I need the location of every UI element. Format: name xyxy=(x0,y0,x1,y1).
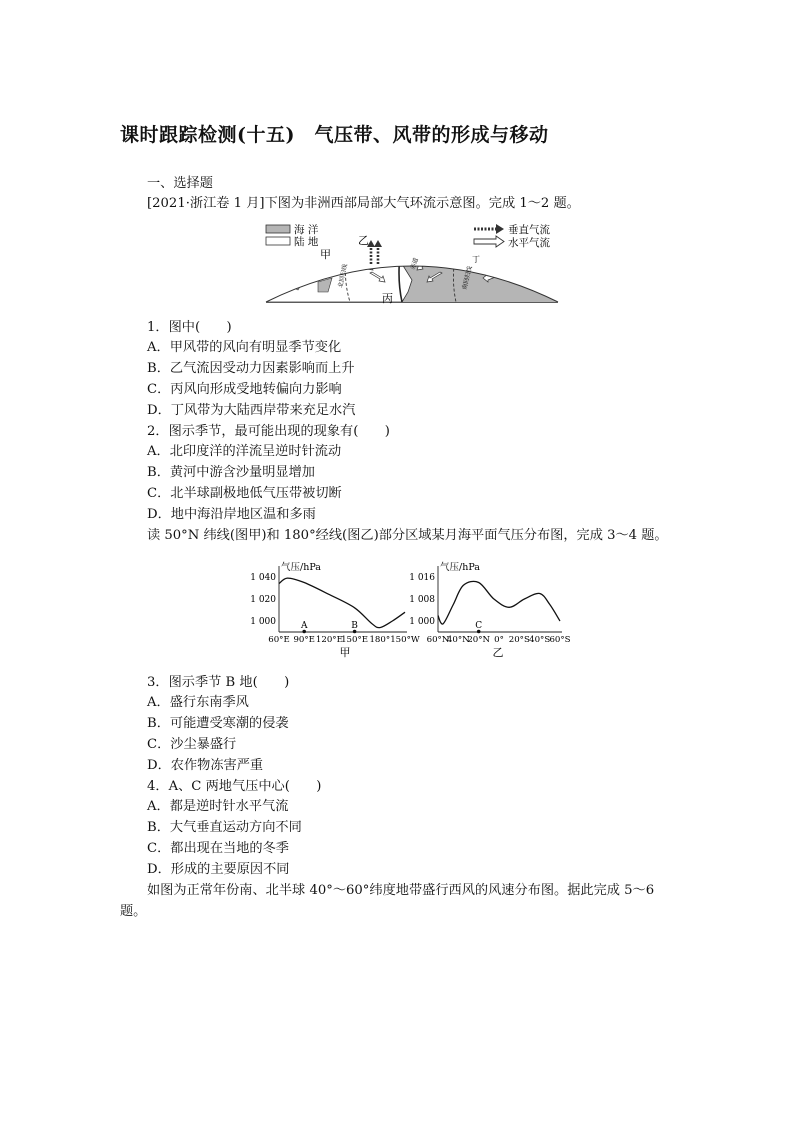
q3-option-b: B．可能遭受寒潮的侵袭 xyxy=(147,716,289,731)
chart-yi-point-c-label: C xyxy=(475,621,483,631)
chart-yi-xtick: 20°S xyxy=(508,635,530,645)
q1-option-d: D．丁风带为大陆西岸带来充足水汽 xyxy=(147,403,356,418)
chart-yi-points xyxy=(475,621,482,633)
pressure-chart-yi xyxy=(409,560,577,660)
q3-option-c: C．沙尘暴盛行 xyxy=(147,737,237,752)
chart-jia-xtick: 120°E xyxy=(315,635,343,645)
intro-q1-2: [2021·浙江卷 1 月]下图为非洲西部局部大气环流示意图。完成 1～2 题。 xyxy=(147,196,580,211)
q2-option-b: B．黄河中游含沙量明显增加 xyxy=(147,465,315,480)
chart-yi-ytick: 1 016 xyxy=(409,573,435,583)
chart-yi-y-ticks xyxy=(409,573,435,627)
chart-jia-pressure-line xyxy=(279,578,405,628)
label-equator: 赤道 xyxy=(409,256,420,271)
q1-option-c: C．丙风向形成受地转偏向力影响 xyxy=(147,382,342,397)
chart-yi-xtick: 0° xyxy=(494,635,504,645)
chart-yi-pressure-line xyxy=(438,581,560,624)
q1-option-b: B．乙气流因受动力因素影响而上升 xyxy=(147,361,355,376)
intro-q3-4: 读 50°N 纬线(图甲)和 180°经线(图乙)部分区域某月海平面气压分布图，完成 3～4 题。 xyxy=(147,528,668,543)
q4-option-a: A．都是逆时针水平气流 xyxy=(147,799,289,814)
legend-ocean-label: 海 洋 xyxy=(294,224,319,236)
q3-option-a: A．盛行东南季风 xyxy=(147,695,249,710)
intro-q5-6-line2: 题。 xyxy=(120,904,147,919)
legend-vertical-label: 垂直气流 xyxy=(508,224,550,236)
chart-yi-ylabel: 气压/hPa xyxy=(440,562,480,573)
chart-jia-xtick: 150°W xyxy=(390,635,420,645)
label-tropic-cancer: 北回归线 xyxy=(337,263,349,289)
chart-jia-x-ticks xyxy=(268,635,420,645)
chart-jia-caption: 甲 xyxy=(339,646,351,659)
chart-jia-y-ticks xyxy=(250,573,276,627)
chart-yi-xtick: 40°S xyxy=(529,635,551,645)
q3-stem: 3．图示季节 B 地( ) xyxy=(147,675,290,690)
q2-option-c: C．北半球副极地低气压带被切断 xyxy=(147,486,342,501)
vertical-flow-arrow-icon xyxy=(474,224,504,234)
chart-yi-ytick: 1 008 xyxy=(409,595,435,605)
q4-option-d: D．形成的主要原因不同 xyxy=(147,862,290,877)
chart-jia-ytick: 1 040 xyxy=(250,573,276,583)
q3-option-d: D．农作物冻害严重 xyxy=(147,758,264,773)
label-bing: 丙 xyxy=(382,292,393,305)
label-jia: 甲 xyxy=(320,248,331,261)
legend-land-swatch xyxy=(266,237,290,245)
q4-option-b: B．大气垂直运动方向不同 xyxy=(147,820,302,835)
legend-ocean-swatch xyxy=(266,225,290,233)
label-yi: 乙 xyxy=(358,234,369,247)
q1-option-a: A．甲风带的风向有明显季节变化 xyxy=(147,340,342,355)
chart-jia-points xyxy=(300,621,358,633)
circulation-diagram xyxy=(262,220,562,306)
chart-jia-xtick: 180° xyxy=(369,635,391,645)
horizontal-flow-arrow-icon xyxy=(474,236,504,247)
q1-stem: 1．图中( ) xyxy=(147,320,232,335)
chart-jia-xtick: 90°E xyxy=(293,635,315,645)
chart-jia-point-b-label: B xyxy=(351,621,358,631)
chart-yi-xtick: 40°N xyxy=(446,635,470,645)
chart-yi-xtick: 20°N xyxy=(467,635,491,645)
q2-option-d: D．地中海沿岸地区温和多雨 xyxy=(147,507,316,522)
label-ding: 丁 xyxy=(472,255,480,264)
chart-jia-xtick: 60°E xyxy=(268,635,290,645)
chart-jia-ytick: 1 000 xyxy=(250,617,276,627)
chart-jia-point-a-label: A xyxy=(300,621,308,631)
legend-land-label: 陆 地 xyxy=(294,236,319,248)
chart-yi-ytick: 1 000 xyxy=(409,617,435,627)
rising-air-arrows xyxy=(367,240,382,264)
pressure-chart-jia xyxy=(245,560,420,660)
legend xyxy=(266,223,550,249)
chart-yi-xtick: 60°N xyxy=(426,635,450,645)
q2-option-a: A．北印度洋的洋流呈逆时针流动 xyxy=(147,444,342,459)
chart-jia-xtick: 150°E xyxy=(341,635,369,645)
chart-jia-ytick: 1 020 xyxy=(250,595,276,605)
q4-stem: 4．A、C 两地气压中心( ) xyxy=(147,779,322,794)
chart-yi-caption: 乙 xyxy=(492,646,504,659)
q2-stem: 2．图示季节，最可能出现的现象有( ) xyxy=(147,424,390,439)
intro-q5-6-line1: 如图为正常年份南、北半球 40°～60°纬度地带盛行西风的风速分布图。据此完成 5～6 xyxy=(147,883,655,898)
chart-yi-x-ticks xyxy=(427,635,571,645)
chart-yi-xtick: 60°S xyxy=(549,635,571,645)
page-title: 课时跟踪检测(十五) 气压带、风带的形成与移动 xyxy=(120,124,549,146)
legend-horizontal-label: 水平气流 xyxy=(508,237,550,249)
chart-jia-ylabel: 气压/hPa xyxy=(281,562,321,573)
q4-option-c: C．都出现在当地的冬季 xyxy=(147,841,289,856)
section-heading: 一、选择题 xyxy=(147,176,213,191)
label-tropic-capricorn: 南回归线 xyxy=(461,265,474,291)
